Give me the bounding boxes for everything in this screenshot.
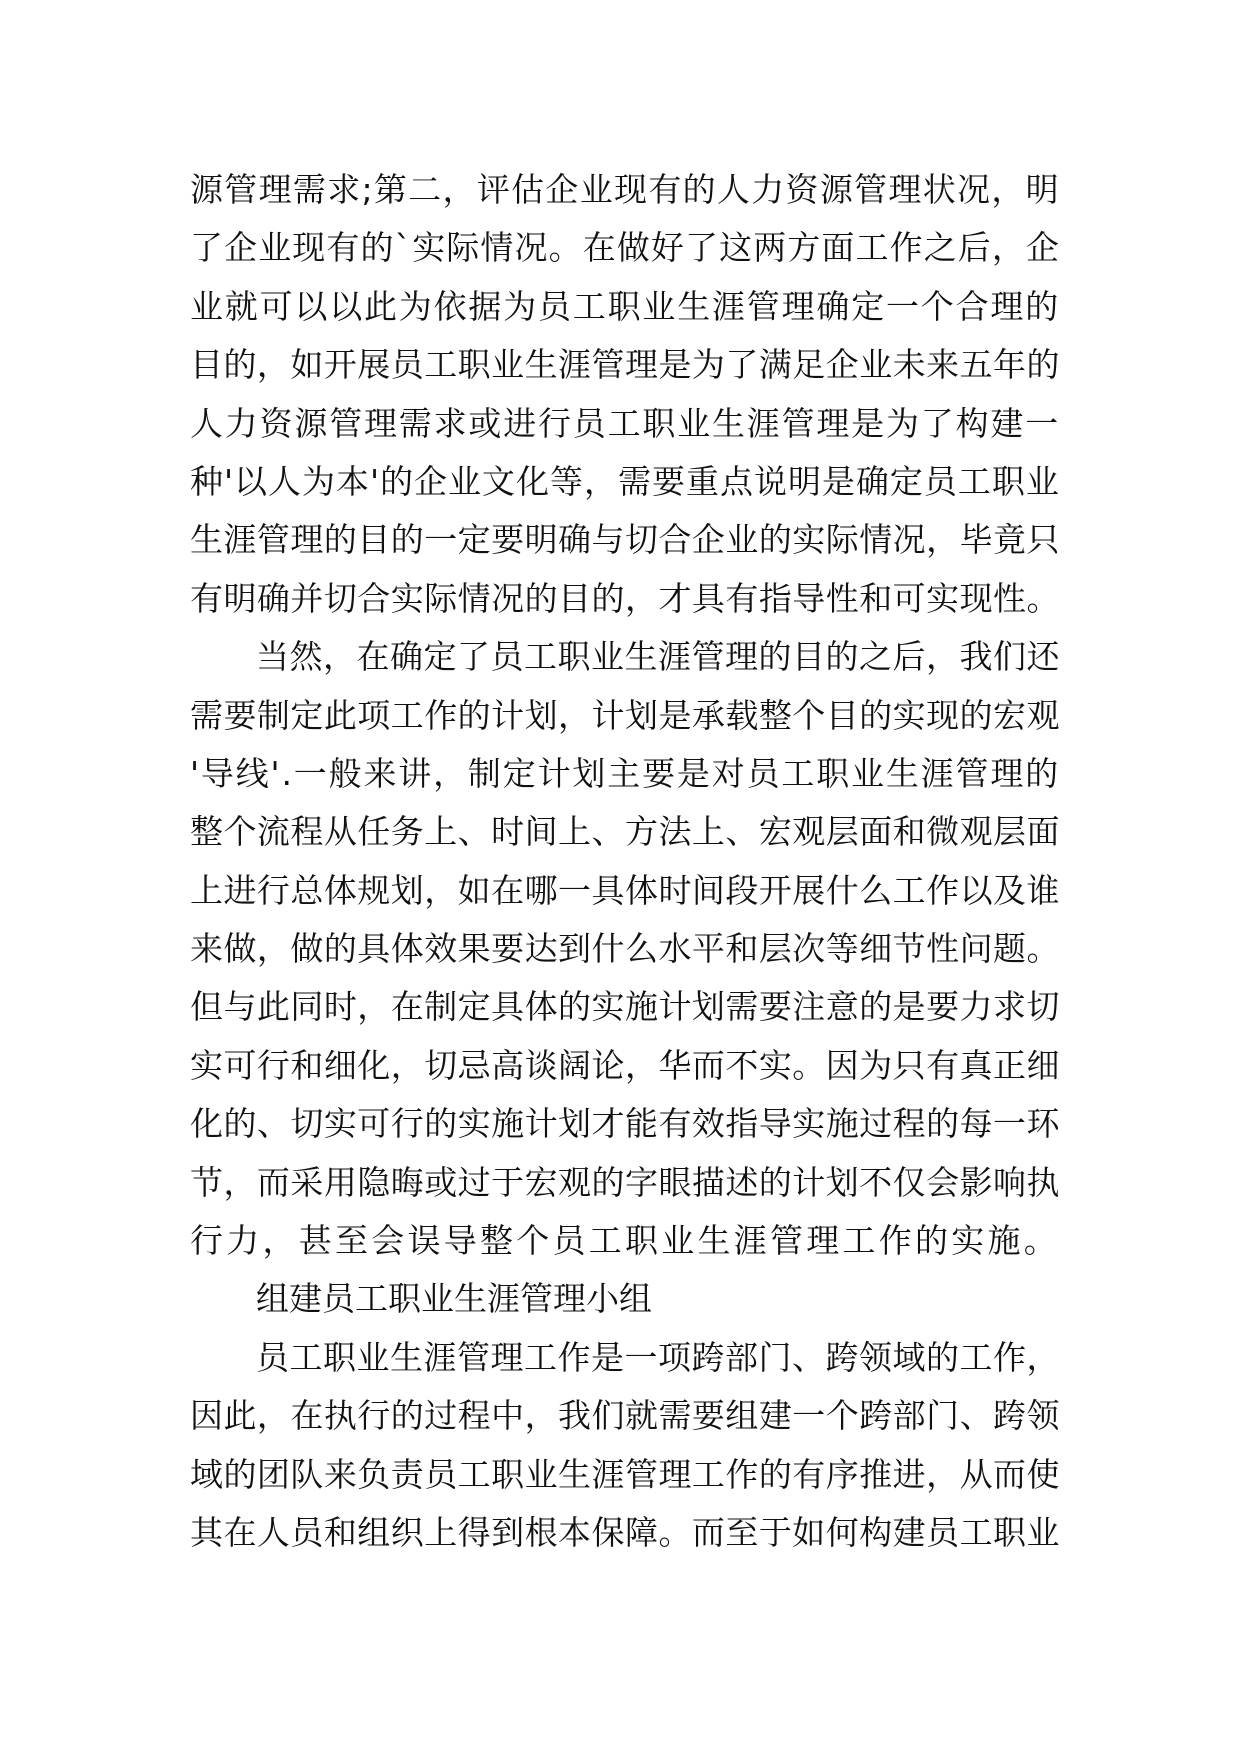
- text-line: 上进行总体规划，如在哪一具体时间段开展什么工作以及谁: [190, 870, 1060, 910]
- text-line: 了企业现有的`实际情况。在做好了这两方面工作之后，企: [190, 228, 1061, 268]
- text-line: 目的，如开展员工职业生涯管理是为了满足企业未来五年的: [190, 345, 1060, 385]
- text-line: 人力资源管理需求或进行员工职业生涯管理是为了构建一: [190, 403, 1060, 443]
- text-line: 源管理需求;第二，评估企业现有的人力资源管理状况，明: [190, 170, 1060, 209]
- text-line: 化的、切实可行的实施计划才能有效指导实施过程的每一环: [190, 1104, 1060, 1144]
- text-line: 其在人员和组织上得到根本保障。而至于如何构建员工职业: [190, 1512, 1060, 1552]
- text-line: 来做，做的具体效果要达到什么水平和层次等细节性问题。: [190, 929, 1060, 969]
- text-line: 生涯管理的目的一定要明确与切合企业的实际情况，毕竟只: [190, 520, 1060, 560]
- text-line: 整个流程从任务上、时间上、方法上、宏观层面和微观层面: [190, 812, 1060, 852]
- text-line: 行力，甚至会误导整个员工职业生涯管理工作的实施。: [190, 1221, 1060, 1261]
- text-line: 实可行和细化，切忌高谈阔论，华而不实。因为只有真正细: [190, 1045, 1060, 1085]
- text-line: 有明确并切合实际情况的目的，才具有指导性和可实现性。: [190, 578, 1060, 618]
- text-line: '导线'.一般来讲，制定计划主要是对员工职业生涯管理的: [190, 753, 1061, 793]
- text-line: 但与此同时，在制定具体的实施计划需要注意的是要力求切: [190, 987, 1060, 1027]
- text-line: 因此，在执行的过程中，我们就需要组建一个跨部门、跨领: [190, 1396, 1060, 1436]
- text-line: 员工职业生涯管理工作是一项跨部门、跨领域的工作，: [256, 1337, 1060, 1377]
- text-line: 当然，在确定了员工职业生涯管理的目的之后，我们还: [256, 637, 1060, 677]
- text-line: 节，而采用隐晦或过于宏观的字眼描述的计划不仅会影响执: [190, 1162, 1060, 1202]
- text-line: 需要制定此项工作的计划，计划是承载整个目的实现的宏观: [190, 695, 1060, 735]
- text-line: 业就可以以此为依据为员工职业生涯管理确定一个合理的: [190, 286, 1060, 326]
- body-text: [190, 161, 1060, 1562]
- text-line: 域的团队来负责员工职业生涯管理工作的有序推进，从而使: [190, 1454, 1060, 1494]
- text-line: 种'以人为本'的企业文化等，需要重点说明是确定员工职业: [190, 461, 1060, 501]
- text-line: 组建员工职业生涯管理小组: [256, 1279, 652, 1319]
